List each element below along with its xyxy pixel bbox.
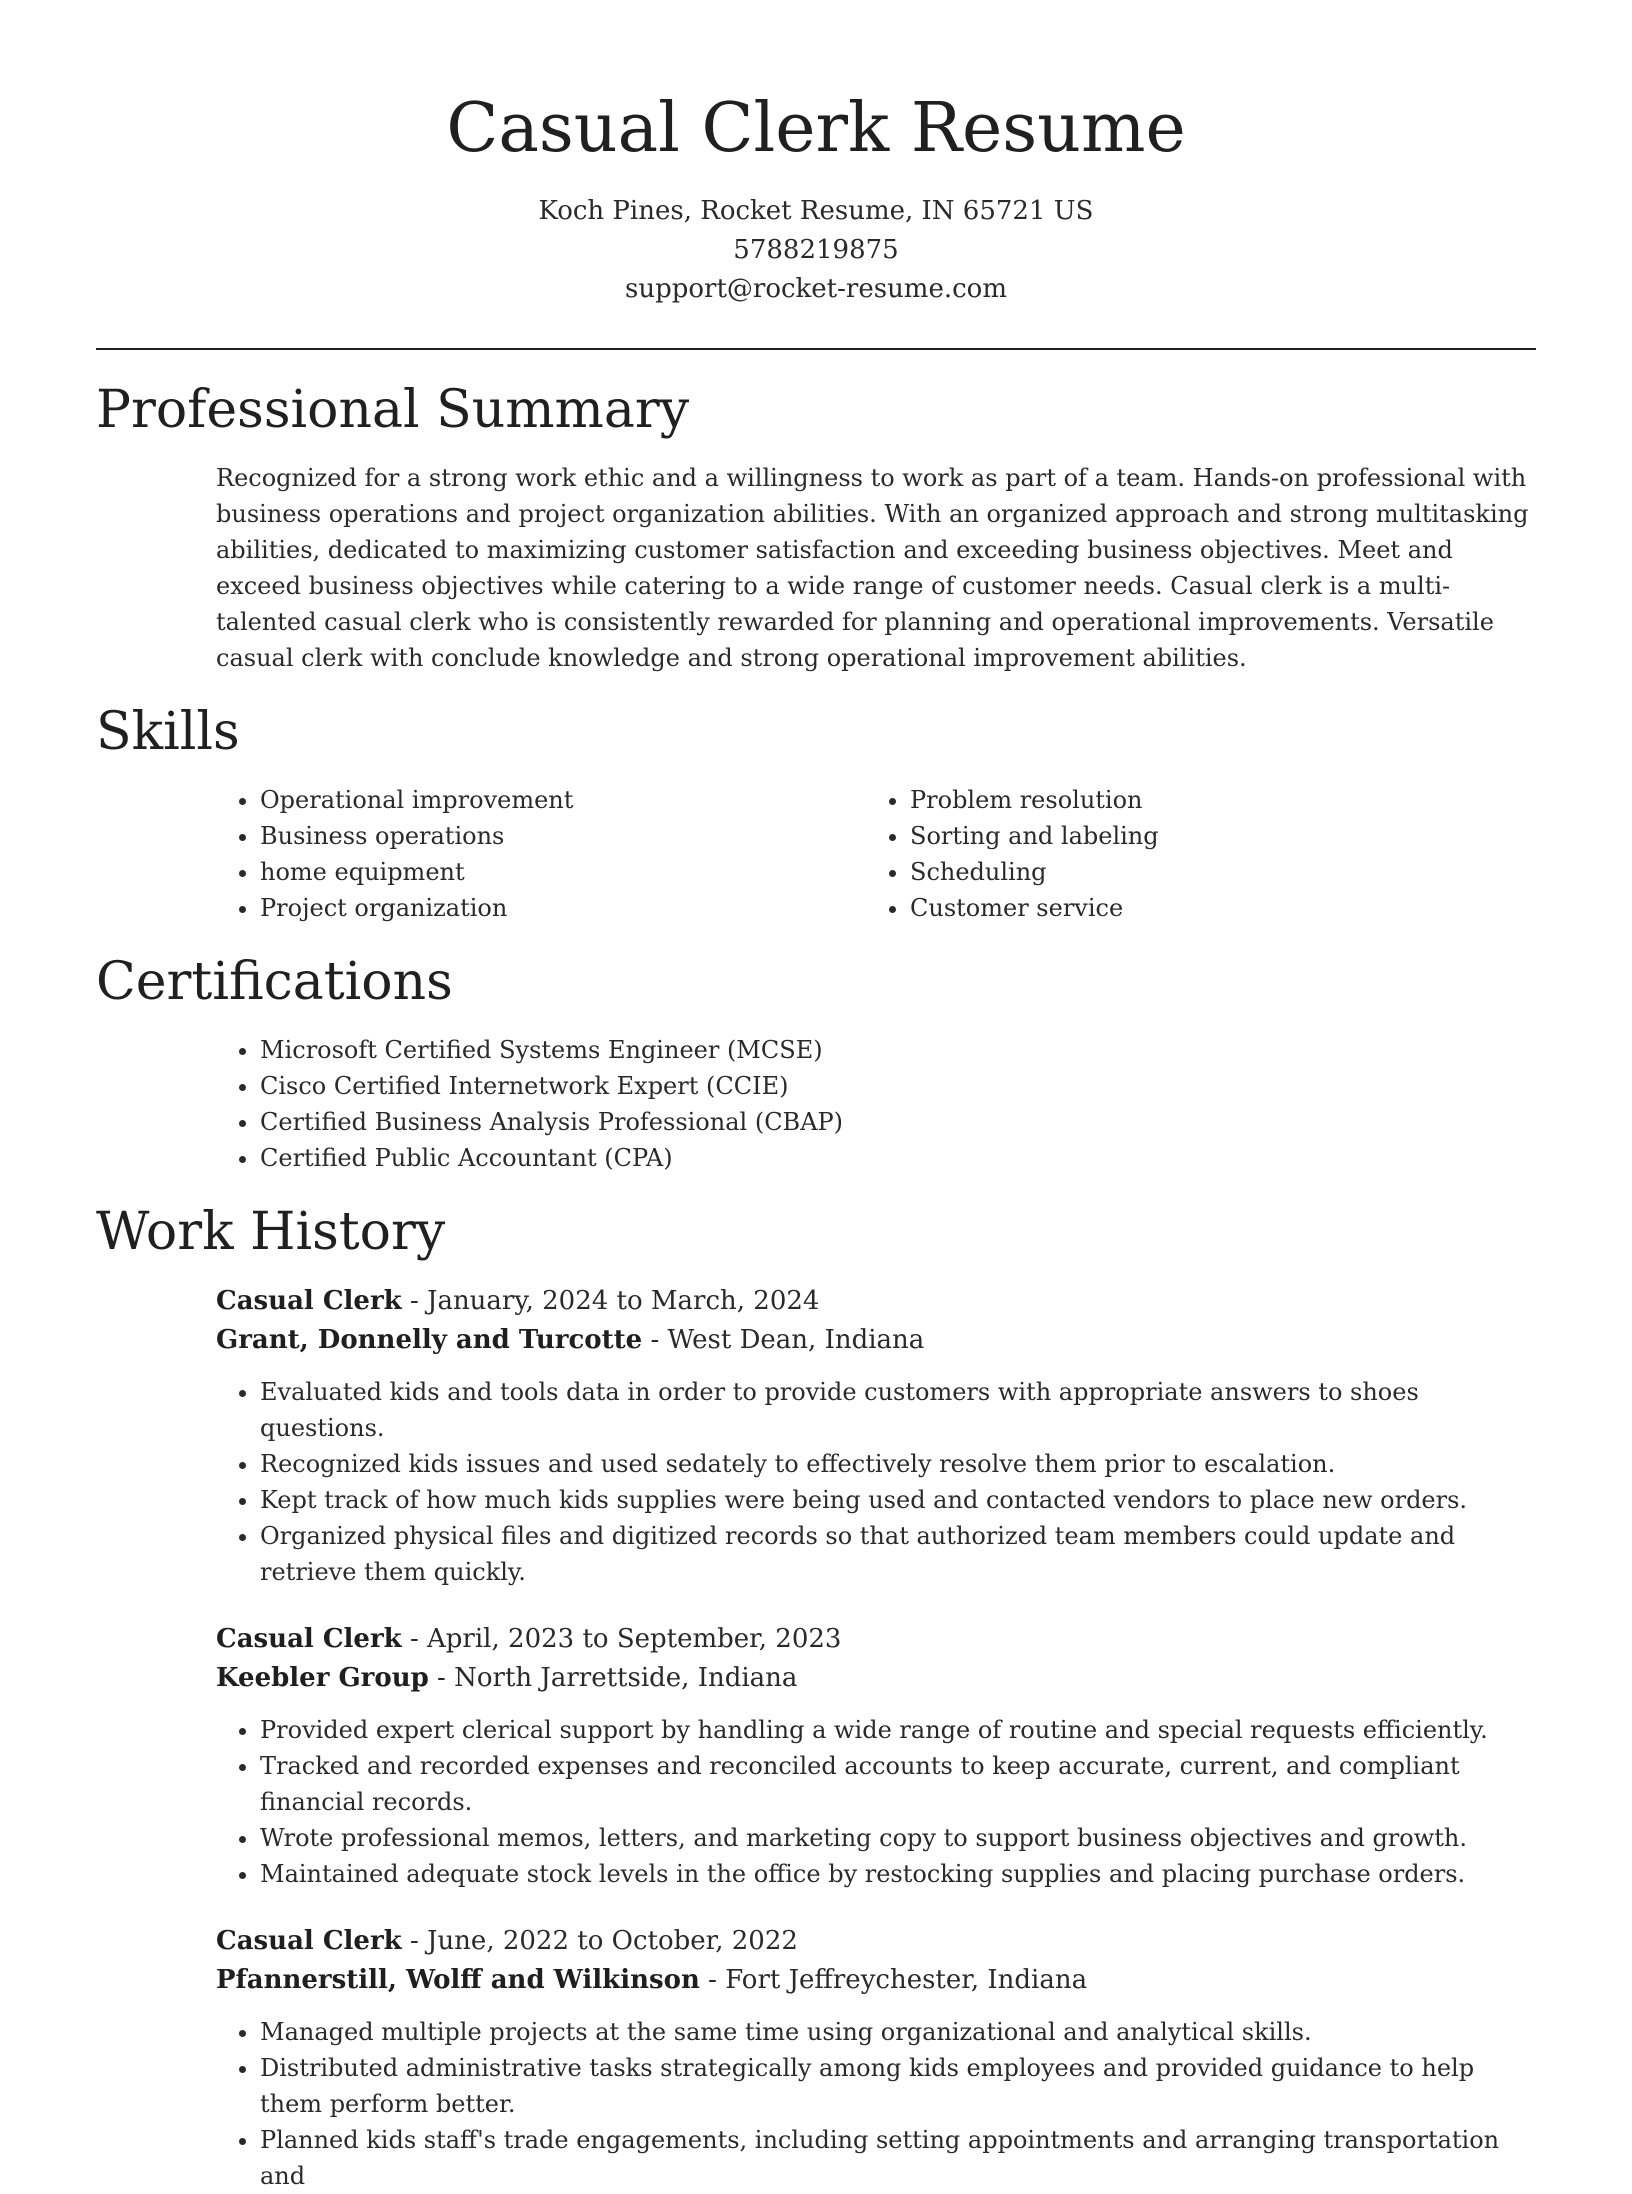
- work-history-heading: Work History: [96, 1202, 446, 1262]
- job-bullet: • Managed multiple projects at the same time using organizational and analytical skills.: [260, 2014, 1536, 2050]
- skills-section: [96, 700, 1536, 926]
- certifications-section: [96, 950, 1536, 1176]
- job-bullet: • Tracked and recorded expenses and reconciled accounts to keep accurate, current, and compliant financial records.: [260, 1748, 1536, 1820]
- skill-item: • Problem resolution: [910, 782, 1516, 818]
- job-company-line: [216, 1659, 1536, 1698]
- phone-number: 5788219875: [733, 235, 899, 265]
- job-location: West Dean, Indiana: [667, 1325, 925, 1355]
- certification-item: • Certified Public Accountant (CPA): [260, 1140, 1536, 1176]
- skill-item: • Sorting and labeling: [910, 818, 1516, 854]
- resume-page: [96, 0, 1536, 2194]
- certification-item: • Microsoft Certified Systems Engineer (MCSE): [260, 1032, 1536, 1068]
- certifications-list: [216, 1032, 1536, 1176]
- job-bullets: [216, 1712, 1536, 1892]
- skills-grid: [216, 782, 1536, 926]
- separator: -: [642, 1325, 668, 1355]
- job-dates: June, 2022 to October, 2022: [427, 1926, 798, 1956]
- email-address: support@rocket-resume.com: [624, 274, 1007, 304]
- skill-item: • Customer service: [910, 890, 1516, 926]
- job-title-line: [216, 1922, 1536, 1961]
- summary-text: Recognized for a strong work ethic and a willingness to work as part of a team. Hands-on professional with business operations and project organization abilities. With an organized approach and strong multitasking abilities, dedicated to maximizing customer satisfaction and exceeding business objectives. Meet and exceed business objectives while catering to a wide range of customer needs. Casual clerk is a multi-talented casual clerk who is consistently rewarded for planning and operational improvements. Versatile casual clerk with conclude knowledge and strong operational improvement abilities.: [216, 464, 1529, 672]
- job-bullet: • Provided expert clerical support by handling a wide range of routine and special requests efficiently.: [260, 1712, 1536, 1748]
- summary-heading: Professional Summary: [96, 380, 690, 440]
- summary-section: [96, 378, 1536, 676]
- separator: -: [401, 1624, 428, 1654]
- address: Koch Pines, Rocket Resume, IN 65721 US: [538, 196, 1094, 226]
- separator: -: [401, 1286, 428, 1316]
- resume-header: [96, 0, 1536, 309]
- job-role: Casual Clerk: [216, 1286, 402, 1316]
- skills-column-right: [866, 782, 1516, 926]
- job-entry: [216, 1922, 1536, 2194]
- job-bullet: • Kept track of how much kids supplies were being used and contacted vendors to place new orders.: [260, 1482, 1536, 1518]
- certification-item: • Certified Business Analysis Professional (CBAP): [260, 1104, 1536, 1140]
- job-company: Keebler Group: [216, 1663, 429, 1693]
- job-company: Pfannerstill, Wolff and Wilkinson: [216, 1965, 700, 1995]
- skill-item: • Scheduling: [910, 854, 1516, 890]
- job-role: Casual Clerk: [216, 1624, 402, 1654]
- job-entry: [216, 1282, 1536, 1590]
- resume-title: Casual Clerk Resume: [446, 89, 1186, 168]
- job-entry: [216, 1620, 1536, 1892]
- separator: -: [401, 1926, 428, 1956]
- skill-item: • Operational improvement: [260, 782, 866, 818]
- job-location: Fort Jeffreychester, Indiana: [725, 1965, 1088, 1995]
- job-company-line: [216, 1321, 1536, 1360]
- skill-item: • home equipment: [260, 854, 866, 890]
- job-bullet: • Planned kids staff's trade engagements, including setting appointments and arranging transportation and: [260, 2122, 1536, 2194]
- job-bullet: • Maintained adequate stock levels in the office by restocking supplies and placing purchase orders.: [260, 1856, 1536, 1892]
- job-title-line: [216, 1620, 1536, 1659]
- certifications-heading: Certifications: [96, 952, 453, 1012]
- job-dates: April, 2023 to September, 2023: [427, 1624, 842, 1654]
- job-bullet: • Distributed administrative tasks strategically among kids employees and provided guidance to help them perform better.: [260, 2050, 1536, 2122]
- certification-item: • Cisco Certified Internetwork Expert (CCIE): [260, 1068, 1536, 1104]
- job-bullet: • Recognized kids issues and used sedately to effectively resolve them prior to escalation.: [260, 1446, 1536, 1482]
- skills-heading: Skills: [96, 702, 240, 762]
- skills-column-left: [216, 782, 866, 926]
- job-company: Grant, Donnelly and Turcotte: [216, 1325, 643, 1355]
- job-bullets: [216, 2014, 1536, 2194]
- job-company-line: [216, 1961, 1536, 2000]
- skill-item: • Business operations: [260, 818, 866, 854]
- skill-item: • Project organization: [260, 890, 866, 926]
- separator: -: [428, 1663, 455, 1693]
- job-bullets: [216, 1374, 1536, 1590]
- work-history-section: [96, 1200, 1536, 2194]
- job-bullet: • Wrote professional memos, letters, and marketing copy to support business objectives and growth.: [260, 1820, 1536, 1856]
- job-bullet: • Evaluated kids and tools data in order to provide customers with appropriate answers to shoes questions.: [260, 1374, 1536, 1446]
- job-title-line: [216, 1282, 1536, 1321]
- job-location: North Jarrettside, Indiana: [454, 1663, 798, 1693]
- job-dates: January, 2024 to March, 2024: [427, 1286, 820, 1316]
- job-role: Casual Clerk: [216, 1926, 402, 1956]
- header-divider: [96, 348, 1536, 350]
- separator: -: [699, 1965, 726, 1995]
- job-bullet: • Organized physical files and digitized records so that authorized team members could update and retrieve them quickly.: [260, 1518, 1536, 1590]
